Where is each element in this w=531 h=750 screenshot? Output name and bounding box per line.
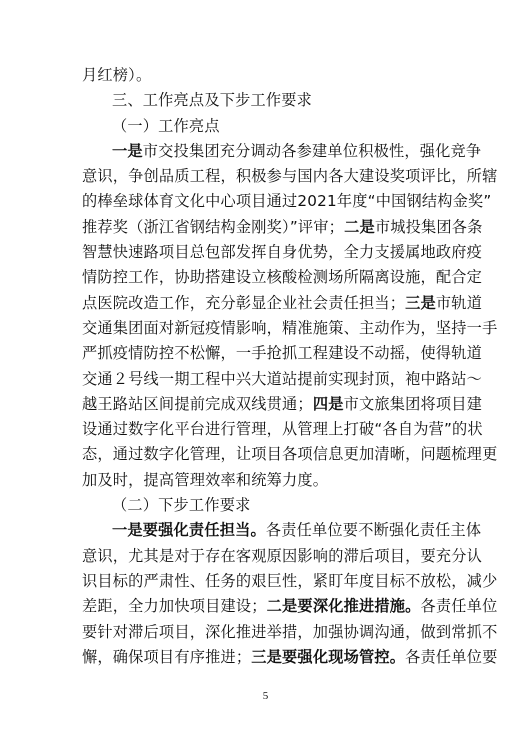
text-segment: 推荐奖（浙江省钢结构金刚奖）”评审； bbox=[82, 217, 345, 236]
text-line bbox=[82, 88, 456, 113]
text-segment: 差距，全力加快项目建设； bbox=[82, 597, 267, 616]
text-line bbox=[82, 114, 456, 139]
text-segment: 三、工作亮点及下步工作要求 bbox=[112, 91, 313, 110]
bold-text-segment: 四是 bbox=[312, 394, 344, 413]
text-segment: 越王路站区间提前完成双线贯通； bbox=[82, 394, 313, 413]
text-line bbox=[82, 518, 482, 543]
text-line bbox=[82, 341, 483, 366]
bold-text-segment: 三是要强化现场管控。 bbox=[251, 647, 406, 666]
text-segment: 市交投集团充分调动各参建单位积极性，强化竞争 bbox=[142, 141, 482, 160]
text-line bbox=[82, 569, 498, 594]
text-segment: 交通集团面对新冠疫情影响，精准施策、主动作为，坚持一手 bbox=[82, 318, 498, 337]
text-segment: 识目标的严肃性、任务的艰巨性，紧盯年度目标不放松，减少 bbox=[82, 571, 498, 590]
bold-text-segment: 一是要强化责任担当。 bbox=[112, 521, 266, 540]
text-line bbox=[82, 544, 483, 569]
text-segment: 各责任单位要 bbox=[405, 647, 498, 666]
text-segment: 市城投集团各条 bbox=[374, 217, 483, 236]
text-segment: 设通过数字化平台进行管理，从管理上打破“各自为营”的状 bbox=[82, 420, 483, 439]
text-line bbox=[82, 392, 483, 417]
text-line bbox=[82, 139, 482, 164]
text-line bbox=[82, 291, 483, 316]
text-line bbox=[82, 468, 456, 493]
bold-text-segment: 二是 bbox=[344, 217, 375, 236]
text-segment: 市轨道 bbox=[435, 293, 483, 312]
text-line bbox=[82, 265, 483, 290]
text-line bbox=[82, 493, 456, 518]
bold-text-segment: 二是要深化推进措施。 bbox=[266, 597, 421, 616]
text-line bbox=[82, 620, 498, 645]
text-segment: 各责任单位要不断强化责任主体 bbox=[265, 521, 482, 540]
text-segment: 加及时，提高管理效率和统筹力度。 bbox=[82, 470, 329, 489]
text-line bbox=[82, 442, 498, 467]
text-segment: 严抓疫情防控不松懈，一手抢抓工程建设不动摇，使得轨道 bbox=[82, 344, 483, 363]
text-segment: 智慧快速路项目总包部发挥自身优势，全力支援属地政府疫 bbox=[82, 243, 483, 262]
text-segment: 情防控工作，协助搭建设立核酸检测场所隔离设施，配合定 bbox=[82, 268, 483, 287]
text-segment: （一）工作亮点 bbox=[112, 116, 220, 135]
text-segment: 的棒垒球体育文化中心项目通过2021年度“中国钢结构金奖” bbox=[82, 192, 492, 211]
text-segment: 点医院改造工作，充分彰显企业社会责任担当； bbox=[82, 293, 406, 312]
text-segment: 各责任单位 bbox=[420, 597, 498, 616]
text-line bbox=[82, 63, 456, 88]
text-line bbox=[82, 417, 483, 442]
text-segment: 月红榜）。 bbox=[82, 66, 152, 84]
text-line bbox=[82, 189, 492, 214]
text-line bbox=[82, 594, 498, 619]
text-segment: 要针对滞后项目，深化推进举措，加强协调沟通，做到常抓不 bbox=[82, 622, 498, 641]
text-segment: 市文旅集团将项目建 bbox=[343, 394, 483, 413]
text-line bbox=[82, 215, 483, 240]
text-line bbox=[82, 164, 498, 189]
text-segment: 态，通过数字化管理，让项目各项信息更加清晰，问题梳理更 bbox=[82, 445, 498, 464]
document-body bbox=[82, 63, 498, 670]
page-number: 5 bbox=[262, 690, 269, 702]
text-line bbox=[82, 240, 483, 265]
text-segment: 意识，尤其是对于存在客观原因影响的滞后项目，要充分认 bbox=[82, 546, 483, 565]
text-segment: （二）下步工作要求 bbox=[112, 496, 251, 515]
text-line bbox=[82, 645, 498, 670]
text-segment: 意识，争创品质工程，积极参与国内各大建设奖项评比，所辖 bbox=[82, 167, 498, 186]
text-segment: 交通２号线一期工程中兴大道站提前实现封顶，袍中路站～ bbox=[82, 369, 483, 388]
text-line bbox=[82, 316, 498, 341]
text-segment: 懈，确保项目有序推进； bbox=[82, 647, 252, 666]
bold-text-segment: 三是 bbox=[405, 293, 436, 312]
text-line bbox=[82, 367, 483, 392]
bold-text-segment: 一是 bbox=[112, 141, 143, 160]
